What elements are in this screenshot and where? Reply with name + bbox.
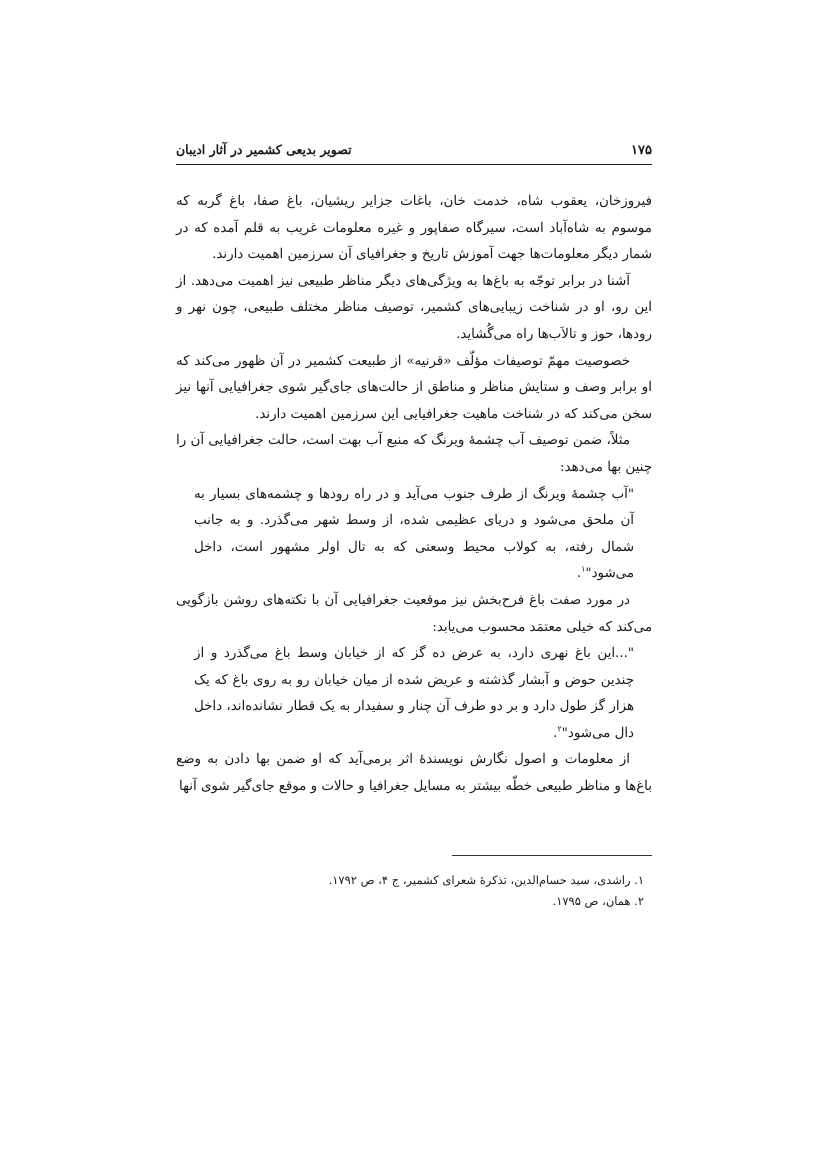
block-quote: "آب چشمهٔ ویرنگ از طرف جنوب می‌آید و در راه رودها و چشمه‌های بسیار به آن ملحق می‌شود و دریای عظیمی شده، از وسط شهر می‌گذرد. و به جانب شمال رفته، به کولاب محیط وسعتی که به تال اولر مشهور است، داخل می‌شود"$^۱$. [194,486,634,582]
block-quote: "...این باغ نهری دارد، به عرض ده گز که از خیابان وسط باغ می‌گذرد و از چندین حوض و آبشار گذشته و عریض شده از میان خیابان رو به روی باغ که یک هزار گز طول دارد و بر دو طرف آن چنار و سفیدار به یک قطار نشانده‌اند، داخل دال می‌شود"$^۲$. [194,646,634,741]
running-header [176,142,652,165]
footnote-divider [452,855,652,856]
paragraph: از معلومات و اصول نگارش نویسندهٔ اثر برمی‌آید که او ضمن بها دادن به وضع باغ‌ها و مناظر طبیعی خطّه بیشتر به مسایل جغرافیا و حالات و موقع جای‌گیر شوی آنها [176,752,652,795]
quote-text: "...این باغ نهری دارد، به عرض ده گز که از خیابان وسط باغ می‌گذرد و از چندین حوض و آبشار گذشته و عریض شده از میان خیابان رو به روی باغ که یک هزار گز طول دارد و بر دو طرف آن چنار و سفیدار به یک قطار نشانده‌اند، داخل دال می‌شود" [194,646,634,741]
footnote-ref: ۱ [581,564,586,574]
paragraph: خصوصیت مهمّ توصیفات مؤلّف «قرنیه» از طبیعت کشمیر در آن ظهور می‌کند که او برابر وصف و ستایش مناظر و مناطق از حالت‌های جای‌گیر شوی جغرافیایی آنها نیز سخن می‌کند که در شناخت ماهیت جغرافیایی این سرزمین اهمیت دارند. [176,353,652,422]
page-number: ۱۷۵ [631,143,652,158]
paragraph: آشنا در برابر توجّه به باغ‌ها به ویژگی‌های دیگر مناظر طبیعی نیز اهمیت می‌دهد. از این رو، او در شناخت زیبایی‌های کشمیر، توصیف مناظر مختلف طبیعی، چون نهر و رودها، حوز و تالاَب‌ها راه می‌گُشاید. [176,273,652,342]
footnote-ref: ۲ [557,724,562,734]
footnotes [176,870,652,912]
main-text [176,189,652,801]
page-body [176,142,652,801]
paragraph: مثلاً، ضمن توصیف آب چشمهٔ ویرنگ که منبع آب بهت است، حالت جغرافیایی آن را چنین بها می‌دهد: [176,433,652,475]
running-title: تصویر بدیعی کشمیر در آثار ادیبان [176,142,352,157]
paragraph: فیروزخان، یعقوب شاه، خدمت خان، باغات جزایر ریشیان، باغ صفا، باغ گربه که موسوم به شاه‌آباد است، سیرگاه صفاپور و غیره معلومات غریب به قلم آمده که در شمار دیگر معلومات‌ها جهت آموزش تاریخ و جغرافیای آن سرزمین اهمیت دارند. [176,194,652,263]
footnote: ۲. همان، ص ۱۷۹۵. [552,894,644,908]
quote-text: "آب چشمهٔ ویرنگ از طرف جنوب می‌آید و در راه رودها و چشمه‌های بسیار به آن ملحق می‌شود و دریای عظیمی شده، از وسط شهر می‌گذرد. و به جانب شمال رفته، به کولاب محیط وسعتی که به تال اولر مشهور است، داخل می‌شود" [194,486,634,582]
paragraph: در مورد صفت باغ فرح‌بخش نیز موقعیت جغرافیایی آن با نکته‌های روشن بازگویی می‌کند که خیلی معتمَد محسوب می‌یابد: [176,592,652,635]
footnote: ۱. راشدی، سید حسام‌الدین، تذکرهٔ شعرای کشمیر، ج ۴، ص ۱۷۹۲. [328,873,644,887]
